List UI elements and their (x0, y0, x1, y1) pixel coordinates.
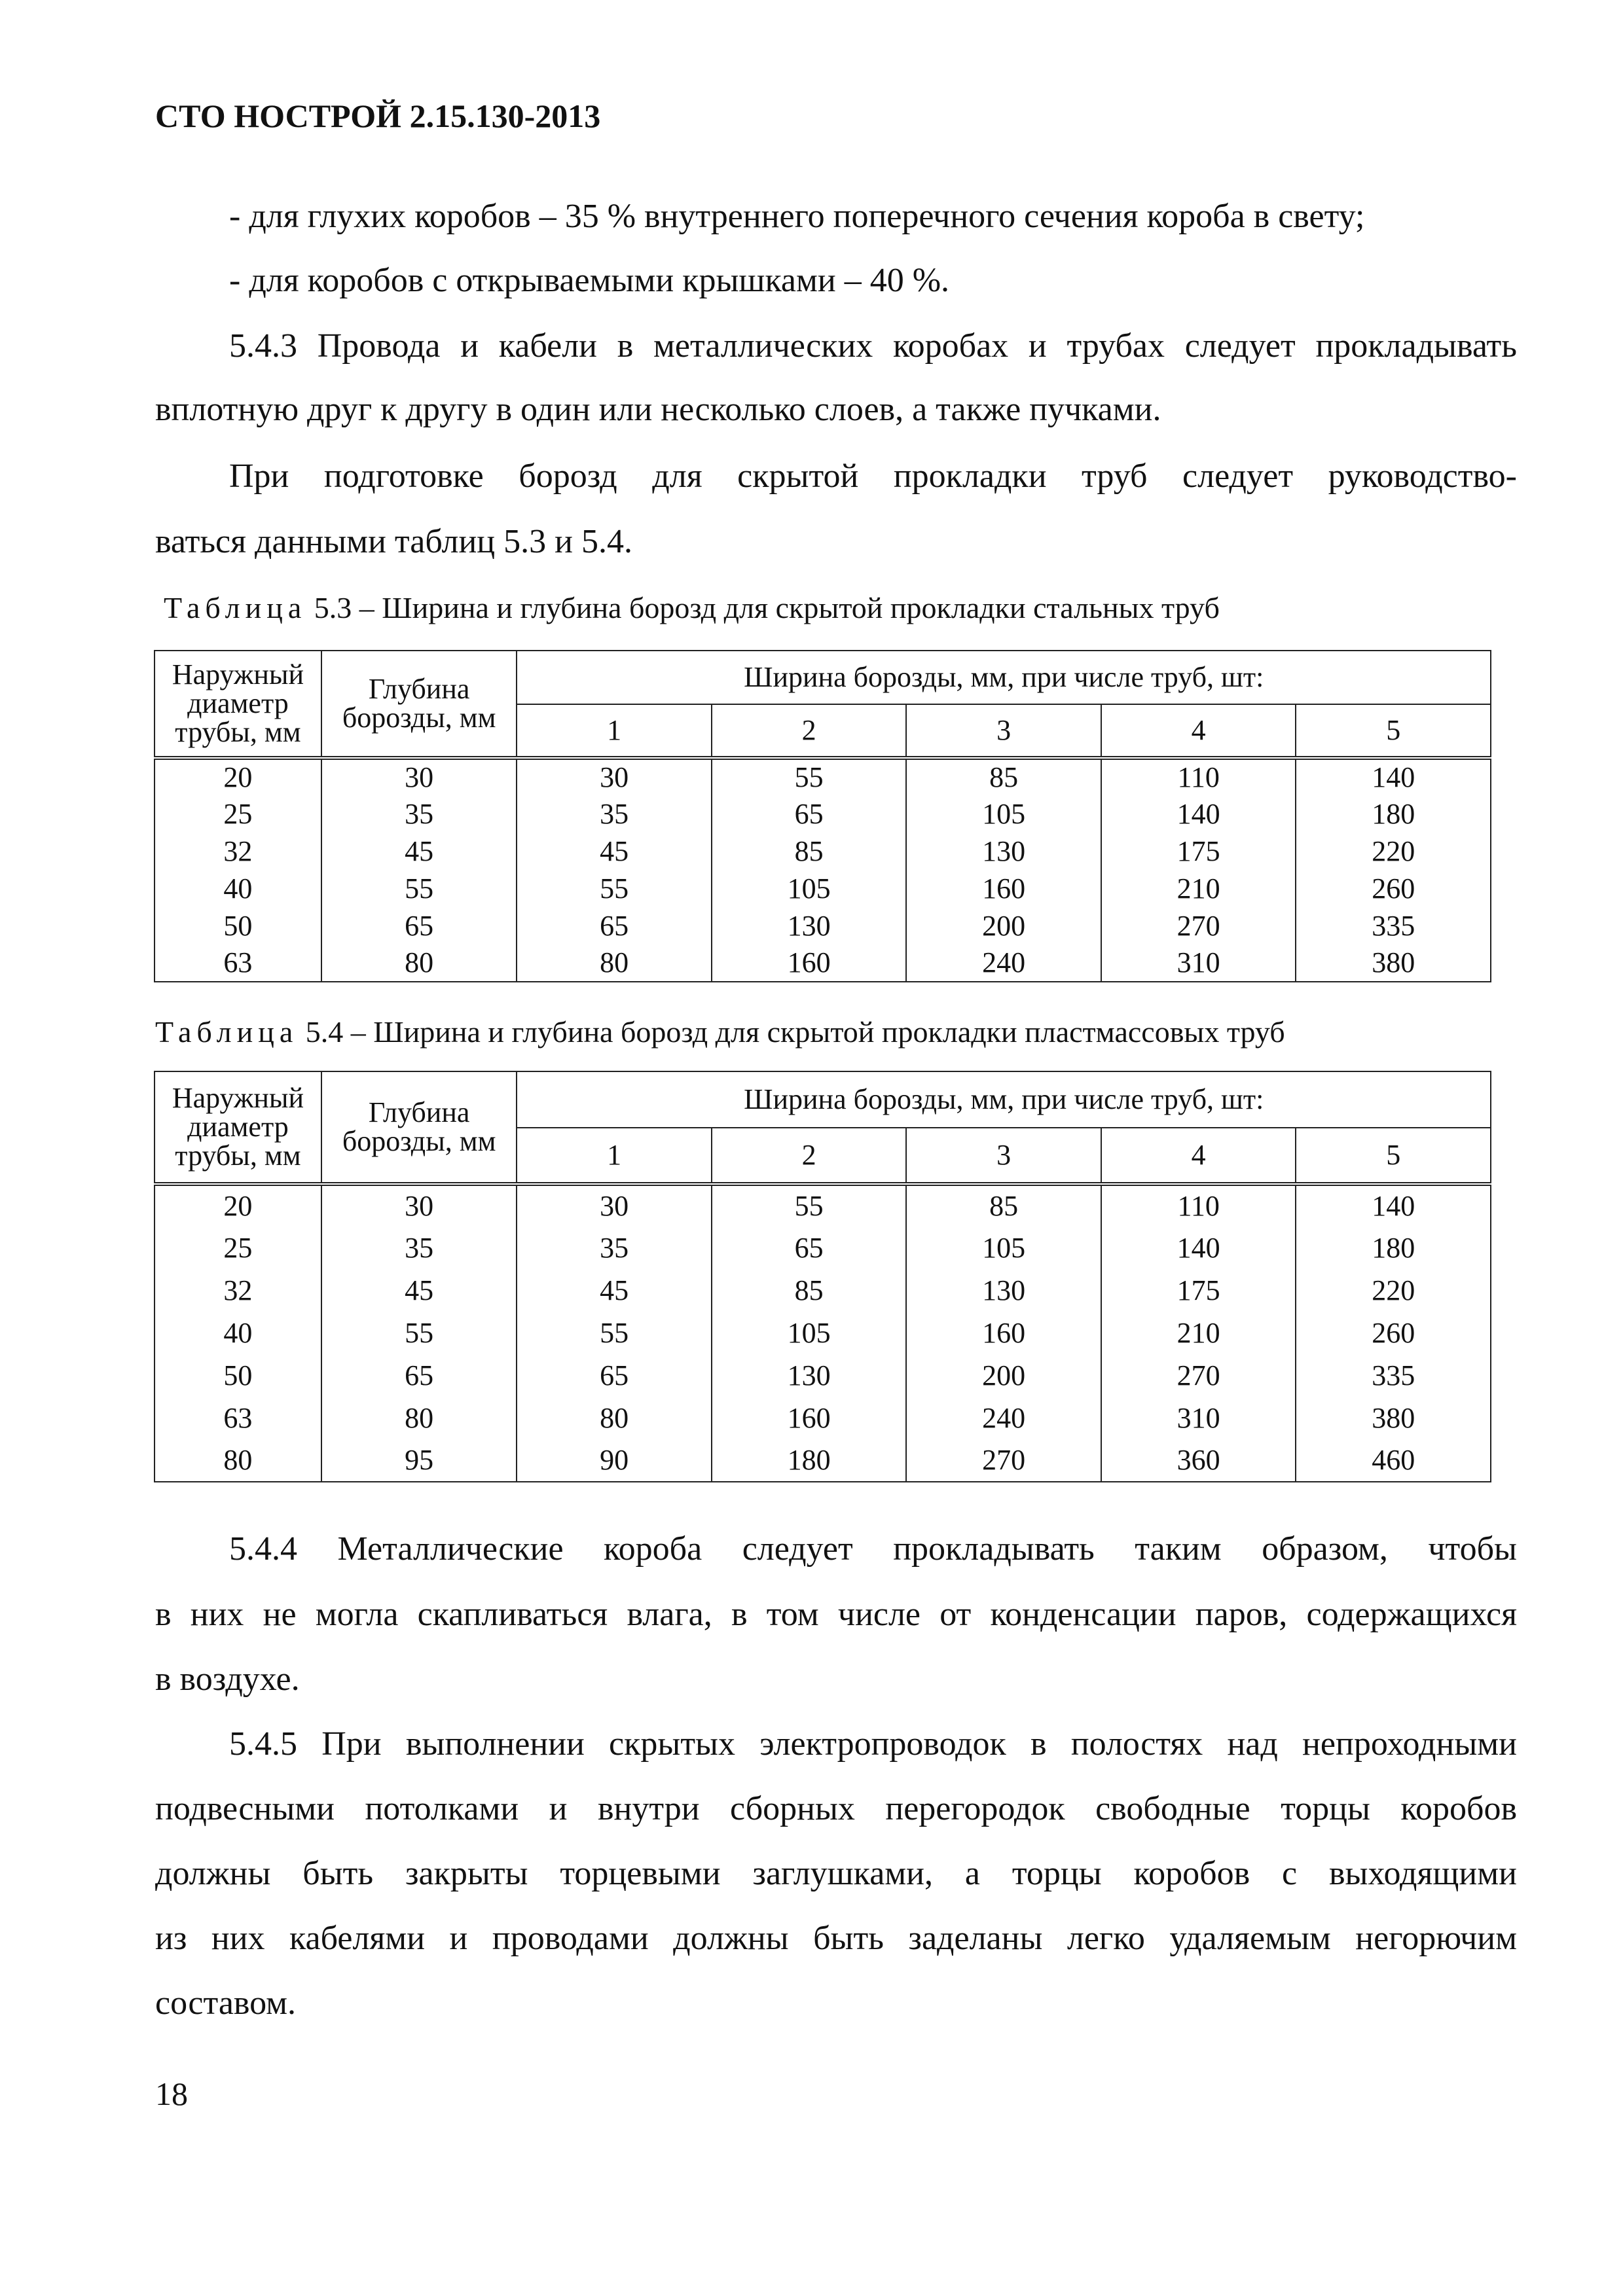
table-cell: 380 (1296, 1397, 1491, 1439)
table-cell: 65 (321, 907, 517, 944)
paragraph-line: должны быть закрыты торцевыми заглушками, а торцы коробов с выходящими (155, 1855, 1517, 1892)
table-cell: 360 (1101, 1439, 1296, 1482)
table-cell: 270 (1101, 907, 1296, 944)
table-cell: 130 (712, 1354, 907, 1397)
table-cell: 20 (155, 758, 321, 795)
table-cell: 65 (517, 1354, 712, 1397)
column-header-outer-diameter: Наружный диаметр трубы, мм (155, 1071, 321, 1184)
table-cell: 55 (321, 1312, 517, 1354)
document-header: СТО НОСТРОЙ 2.15.130-2013 (155, 98, 601, 134)
table-cell: 55 (321, 870, 517, 907)
table-5-3 (154, 650, 1491, 982)
table-cell: 140 (1101, 1227, 1296, 1269)
table-cell: 260 (1296, 1312, 1491, 1354)
sub-header-4: 4 (1101, 704, 1296, 758)
table-cell: 140 (1296, 1184, 1491, 1227)
table-cell: 80 (155, 1439, 321, 1482)
table-cell: 90 (517, 1439, 712, 1482)
paragraph-line: - для глухих коробов – 35 % внутреннего поперечного сечения короба в свету; (229, 198, 1365, 235)
table-cell: 210 (1101, 870, 1296, 907)
table-cell: 45 (517, 1269, 712, 1312)
table-cell: 63 (155, 944, 321, 982)
column-header-groove-depth: Глубина борозды, мм (321, 1071, 517, 1184)
table-cell: 65 (321, 1354, 517, 1397)
table-cell: 105 (712, 870, 907, 907)
paragraph-line: подвесными потолками и внутри сборных перегородок свободные торцы коробов (155, 1790, 1517, 1827)
table-cell: 85 (906, 758, 1101, 795)
table-cell: 180 (1296, 1227, 1491, 1269)
table-row (155, 907, 1491, 944)
table-row (155, 795, 1491, 833)
caption-text: 5.3 – Ширина и глубина борозд для скрытой прокладки стальных труб (314, 591, 1220, 624)
table-cell: 180 (712, 1439, 907, 1482)
table-cell: 130 (906, 1269, 1101, 1312)
table-cell: 45 (321, 1269, 517, 1312)
table-cell: 85 (712, 1269, 907, 1312)
table-cell: 105 (906, 795, 1101, 833)
table-cell: 50 (155, 1354, 321, 1397)
table-cell: 32 (155, 1269, 321, 1312)
table-cell: 200 (906, 907, 1101, 944)
table-cell: 380 (1296, 944, 1491, 982)
table-cell: 270 (906, 1439, 1101, 1482)
table-cell: 160 (712, 944, 907, 982)
paragraph-line: составом. (155, 1984, 297, 2022)
table-cell: 140 (1101, 795, 1296, 833)
table-cell: 335 (1296, 1354, 1491, 1397)
sub-header-3: 3 (906, 1128, 1101, 1184)
table-row (155, 758, 1491, 795)
table-cell: 85 (712, 833, 907, 870)
table-cell: 30 (517, 1184, 712, 1227)
sub-header-3: 3 (906, 704, 1101, 758)
table-cell: 25 (155, 1227, 321, 1269)
table-cell: 175 (1101, 1269, 1296, 1312)
table-cell: 35 (517, 795, 712, 833)
table-cell: 130 (906, 833, 1101, 870)
table-cell: 35 (517, 1227, 712, 1269)
table-cell: 80 (321, 944, 517, 982)
table-cell: 160 (906, 870, 1101, 907)
table-cell: 30 (321, 1184, 517, 1227)
table-row (155, 1184, 1491, 1227)
column-header-groove-depth: Глубина борозды, мм (321, 651, 517, 758)
table-5-4 (154, 1071, 1491, 1482)
table-row (155, 833, 1491, 870)
table-row (155, 944, 1491, 982)
table-cell: 25 (155, 795, 321, 833)
table-cell: 65 (712, 1227, 907, 1269)
table-cell: 140 (1296, 758, 1491, 795)
table-5-3-caption (164, 590, 1220, 625)
table-row (155, 1269, 1491, 1312)
table-cell: 110 (1101, 1184, 1296, 1227)
table-cell: 45 (321, 833, 517, 870)
table-cell: 310 (1101, 944, 1296, 982)
table-cell: 55 (517, 870, 712, 907)
table-cell: 55 (712, 1184, 907, 1227)
table-cell: 40 (155, 1312, 321, 1354)
table-cell: 45 (517, 833, 712, 870)
paragraph-line: из них кабелями и проводами должны быть заделаны легко удаляемым негорючим (155, 1920, 1517, 1957)
table-cell: 40 (155, 870, 321, 907)
table-row (155, 1397, 1491, 1439)
table-row (155, 1354, 1491, 1397)
sub-header-5: 5 (1296, 704, 1491, 758)
table-row (155, 1439, 1491, 1482)
table-cell: 460 (1296, 1439, 1491, 1482)
column-header-outer-diameter: Наружный диаметр трубы, мм (155, 651, 321, 758)
table-cell: 240 (906, 1397, 1101, 1439)
table-cell: 35 (321, 795, 517, 833)
table-row (155, 870, 1491, 907)
paragraph-line: ваться данными таблиц 5.3 и 5.4. (155, 523, 632, 560)
table-cell: 270 (1101, 1354, 1296, 1397)
table-cell: 110 (1101, 758, 1296, 795)
table-5-4-caption (155, 1014, 1285, 1049)
table-cell: 260 (1296, 870, 1491, 907)
paragraph-line: 5.4.4 Металлические короба следует прокладывать таким образом, чтобы (229, 1530, 1517, 1568)
table-cell: 63 (155, 1397, 321, 1439)
table-cell: 30 (321, 758, 517, 795)
table-cell: 50 (155, 907, 321, 944)
table-cell: 200 (906, 1354, 1101, 1397)
table-cell: 20 (155, 1184, 321, 1227)
column-group-header-groove-width: Ширина борозды, мм, при числе труб, шт: (517, 1071, 1491, 1128)
table-cell: 95 (321, 1439, 517, 1482)
table-cell: 80 (321, 1397, 517, 1439)
caption-label: Таблица (164, 591, 307, 624)
table-cell: 105 (712, 1312, 907, 1354)
table-cell: 65 (712, 795, 907, 833)
sub-header-2: 2 (712, 704, 907, 758)
table-cell: 160 (712, 1397, 907, 1439)
paragraph-line: вплотную друг к другу в один или несколько слоев, а также пучками. (155, 391, 1161, 428)
table-cell: 32 (155, 833, 321, 870)
column-group-header-groove-width: Ширина борозды, мм, при числе труб, шт: (517, 651, 1491, 704)
table-cell: 35 (321, 1227, 517, 1269)
paragraph-line: При подготовке борозд для скрытой прокладки труб следует руководство- (229, 457, 1517, 495)
paragraph-line: 5.4.3 Провода и кабели в металлических коробах и трубах следует прокладывать (229, 327, 1517, 365)
sub-header-1: 1 (517, 704, 712, 758)
caption-text: 5.4 – Ширина и глубина борозд для скрытой прокладки пластмассовых труб (305, 1015, 1285, 1049)
table-cell: 210 (1101, 1312, 1296, 1354)
paragraph-line: в воздухе. (155, 1660, 300, 1698)
table-cell: 105 (906, 1227, 1101, 1269)
table-cell: 85 (906, 1184, 1101, 1227)
table-row (155, 1227, 1491, 1269)
table-cell: 175 (1101, 833, 1296, 870)
paragraph-line: в них не могла скапливаться влага, в том числе от конденсации паров, содержащихся (155, 1596, 1517, 1633)
table-cell: 55 (517, 1312, 712, 1354)
sub-header-1: 1 (517, 1128, 712, 1184)
table-cell: 30 (517, 758, 712, 795)
table-cell: 180 (1296, 795, 1491, 833)
table-cell: 80 (517, 944, 712, 982)
table-cell: 240 (906, 944, 1101, 982)
caption-label: Таблица (155, 1015, 299, 1049)
paragraph-line: 5.4.5 При выполнении скрытых электропроводок в полостях над непроходными (229, 1725, 1517, 1763)
sub-header-4: 4 (1101, 1128, 1296, 1184)
table-row (155, 1312, 1491, 1354)
table-cell: 65 (517, 907, 712, 944)
table-cell: 55 (712, 758, 907, 795)
table-cell: 130 (712, 907, 907, 944)
table-cell: 220 (1296, 833, 1491, 870)
table-cell: 160 (906, 1312, 1101, 1354)
table-cell: 335 (1296, 907, 1491, 944)
table-cell: 220 (1296, 1269, 1491, 1312)
paragraph-line: - для коробов с открываемыми крышками – 40 %. (229, 262, 950, 299)
table-cell: 80 (517, 1397, 712, 1439)
table-cell: 310 (1101, 1397, 1296, 1439)
page-number: 18 (155, 2075, 188, 2112)
sub-header-5: 5 (1296, 1128, 1491, 1184)
sub-header-2: 2 (712, 1128, 907, 1184)
